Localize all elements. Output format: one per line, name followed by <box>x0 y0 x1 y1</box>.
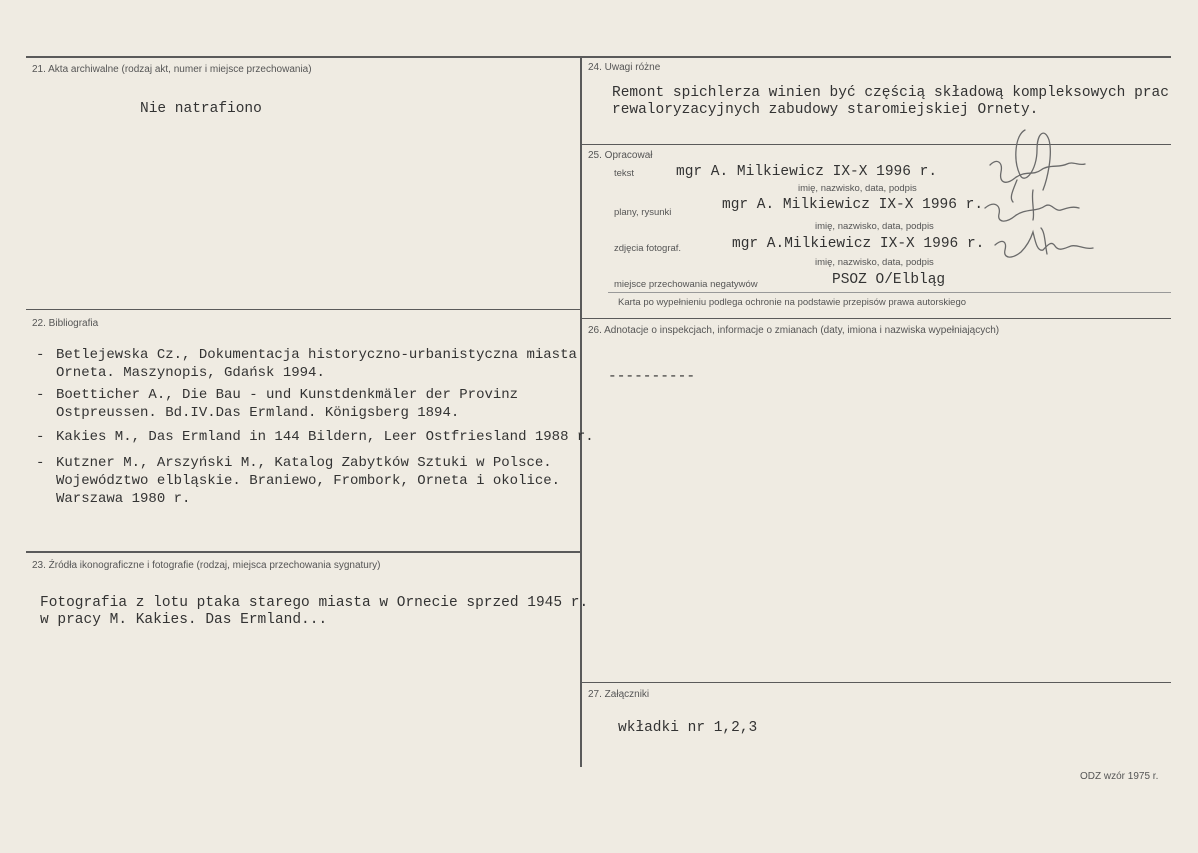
miejsce-label: miejsce przechowania negatywów <box>614 279 758 290</box>
section-24-label: 24. Uwagi różne <box>588 62 661 73</box>
bibliography-line: Orneta. Maszynopis, Gdańsk 1994. <box>56 365 325 381</box>
section-25-label: 25. Opracował <box>588 150 653 161</box>
section-21-value: Nie natrafiono <box>140 101 262 117</box>
tekst-value: mgr A. Milkiewicz IX-X 1996 r. <box>676 164 938 180</box>
zdjecia-caption: imię, nazwisko, data, podpis <box>815 257 934 268</box>
zdjecia-label: zdjęcia fotograf. <box>614 243 682 254</box>
bibliography-line: Warszawa 1980 r. <box>56 491 191 507</box>
bibliography-line: Kutzner M., Arszyński M., Katalog Zabytków Sztuki w Polsce. <box>56 455 552 471</box>
bibliography-line: Ostpreussen. Bd.IV.Das Ermland. Königsberg 1894. <box>56 405 460 421</box>
bibliography-line: Boetticher A., Die Bau - und Kunstdenkmäler der Provinz <box>56 387 519 403</box>
section-27-label: 27. Załączniki <box>588 689 650 700</box>
rule-21-22 <box>26 309 580 310</box>
section-21-label: 21. Akta archiwalne (rodzaj akt, numer i miejsce przechowania) <box>32 64 312 75</box>
zdjecia-value: mgr A.Milkiewicz IX-X 1996 r. <box>732 236 985 252</box>
section-22-label: 22. Bibliografia <box>32 318 99 329</box>
plany-caption: imię, nazwisko, data, podpis <box>815 221 934 232</box>
rule-22-23 <box>26 551 580 553</box>
section-26-label: 26. Adnotacje o inspekcjach, informacje o zmianach (daty, imiona i nazwiska wypełniających) <box>588 325 1000 336</box>
plany-label: plany, rysunki <box>614 207 672 218</box>
list-dash: - <box>36 347 45 363</box>
list-dash: - <box>36 387 45 403</box>
bibliography-line: Betlejewska Cz., Dokumentacja historyczno-urbanistyczna miasta <box>56 347 577 363</box>
section-24-line-1: Remont spichlerza winien być częścią składową kompleksowych prac <box>612 85 1169 101</box>
tekst-caption: imię, nazwisko, data, podpis <box>798 183 917 194</box>
section-27-value: wkładki nr 1,2,3 <box>618 720 758 736</box>
tekst-label: tekst <box>614 168 635 179</box>
rule-25-26 <box>582 318 1171 319</box>
bibliography-line: Kakies M., Das Ermland in 144 Bildern, Leer Ostfriesland 1988 r. <box>56 429 594 445</box>
top-rule <box>26 56 1171 58</box>
section-23-label: 23. Źródła ikonograficzne i fotografie (rodzaj, miejsca przechowania sygnatury) <box>32 560 381 571</box>
copyright-note: Karta po wypełnieniu podlega ochronie na podstawie przepisów prawa autorskiego <box>618 297 967 308</box>
section-23-line-1: Fotografia z lotu ptaka starego miasta w Ornecie sprzed 1945 r. <box>40 595 589 611</box>
list-dash: - <box>36 429 45 445</box>
section-24-line-2: rewaloryzacyjnych zabudowy staromiejskiej Ornety. <box>612 102 1039 118</box>
rule-26-27 <box>582 682 1171 683</box>
list-dash: - <box>36 455 45 471</box>
miejsce-value: PSOZ O/Elbląg <box>832 272 946 288</box>
signature <box>975 120 1115 295</box>
section-23-line-2: w pracy M. Kakies. Das Ermland... <box>40 612 328 628</box>
vertical-divider <box>580 57 582 767</box>
bibliography-line: Województwo elbląskie. Braniewo, Frombork, Orneta i okolice. <box>56 473 561 489</box>
form-version: ODZ wzór 1975 r. <box>1080 771 1159 782</box>
section-26-value: ---------- <box>608 369 696 385</box>
plany-value: mgr A. Milkiewicz IX-X 1996 r. <box>722 197 984 213</box>
